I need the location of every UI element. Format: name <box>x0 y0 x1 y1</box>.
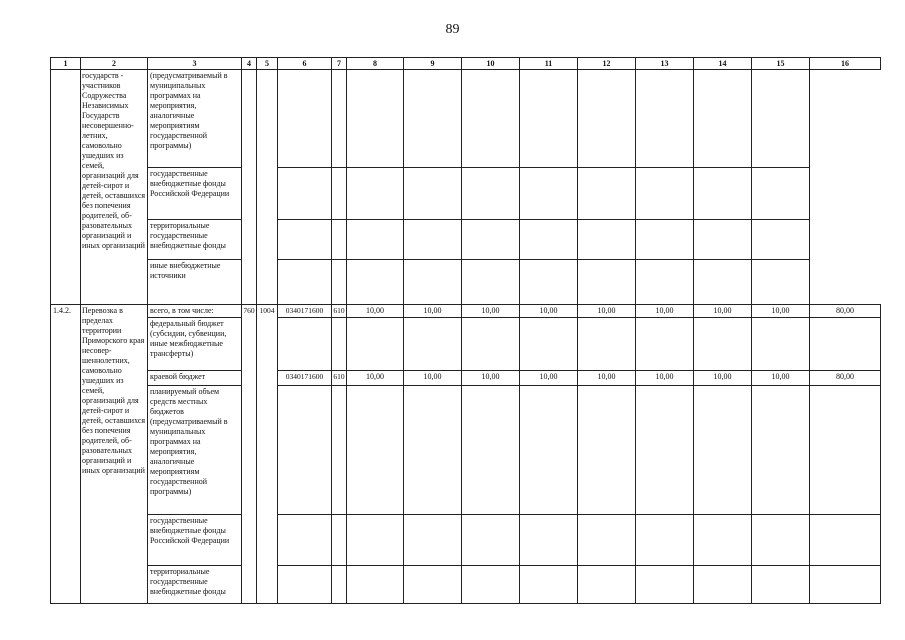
col-header: 7 <box>332 58 347 70</box>
source-label: иные внебюджетные источники <box>148 260 242 305</box>
total-cell: 80,00 <box>810 371 881 386</box>
cell-id <box>51 70 81 305</box>
col-header: 1 <box>51 58 81 70</box>
code-grbs: 760 <box>242 305 257 604</box>
col-header: 15 <box>752 58 810 70</box>
value-cell: 10,00 <box>347 305 404 318</box>
measure-name: Перевозка в пределах территории Приморского края несовер-шеннолетних, самовольно ушедших из семей, организаций для детей-сирот и детей, оставшихся без попечения родителей, об-разовательных организаций и иных организаций <box>81 305 148 604</box>
budget-table <box>50 57 881 604</box>
code-type: 610 <box>332 305 347 318</box>
source-label: государственные внебюджетные фонды Российской Федерации <box>148 168 242 220</box>
value-cell: 10,00 <box>462 371 520 386</box>
code-target: 0340171600 <box>278 371 332 386</box>
value-cell: 10,00 <box>636 371 694 386</box>
value-cell: 10,00 <box>404 371 462 386</box>
col-header: 10 <box>462 58 520 70</box>
value-cell: 10,00 <box>520 371 578 386</box>
page-number: 89 <box>445 22 460 37</box>
source-label: территориальные государственные внебюджетные фонды <box>148 566 242 604</box>
table-row <box>51 305 881 318</box>
value-cell: 10,00 <box>578 371 636 386</box>
col-header: 16 <box>810 58 881 70</box>
measure-name: государств - участников Содружества Независимых Государств несовершенно-летних, самовольно ушедших из семей, организаций для детей-сирот и детей, оставшихся без попечения родителей, об-разовательных организаций и иных организаций <box>81 70 148 305</box>
col-header: 14 <box>694 58 752 70</box>
table-row <box>51 386 881 515</box>
measure-id: 1.4.2. <box>51 305 81 604</box>
col-header: 4 <box>242 58 257 70</box>
source-label: федеральный бюджет (субсидии, субвенции, иные межбюджетные трансферты) <box>148 318 242 371</box>
header-row <box>51 58 881 70</box>
value-cell: 10,00 <box>694 305 752 318</box>
table-row <box>51 220 881 260</box>
value-cell: 10,00 <box>462 305 520 318</box>
code-target: 0340171600 <box>278 305 332 318</box>
table-row <box>51 70 881 168</box>
table-row <box>51 318 881 371</box>
table-row <box>51 566 881 604</box>
col-header: 9 <box>404 58 462 70</box>
source-label: краевой бюджет <box>148 371 242 386</box>
col-header: 13 <box>636 58 694 70</box>
source-label: всего, в том числе: <box>148 305 242 318</box>
total-cell: 80,00 <box>810 305 881 318</box>
value-cell: 10,00 <box>347 371 404 386</box>
source-label: государственные внебюджетные фонды Российской Федерации <box>148 515 242 566</box>
value-cell: 10,00 <box>752 371 810 386</box>
col-header: 12 <box>578 58 636 70</box>
source-label: (предусматриваемый в муниципальных программах на мероприятия, аналогичные мероприятиям государственной программы) <box>148 70 242 168</box>
table-row <box>51 168 881 220</box>
value-cell: 10,00 <box>404 305 462 318</box>
col-header: 11 <box>520 58 578 70</box>
table-row <box>51 515 881 566</box>
value-cell: 10,00 <box>636 305 694 318</box>
code-section: 1004 <box>257 305 278 604</box>
table-row <box>51 260 881 305</box>
source-label: территориальные государственные внебюджетные фонды <box>148 220 242 260</box>
col-header: 6 <box>278 58 332 70</box>
col-header: 3 <box>148 58 242 70</box>
code-type: 610 <box>332 371 347 386</box>
source-label: планируемый объем средств местных бюджетов (предусматриваемый в муниципальных программах на мероприятия, аналогичные мероприятиям государственной программы) <box>148 386 242 515</box>
value-cell: 10,00 <box>694 371 752 386</box>
value-cell: 10,00 <box>752 305 810 318</box>
value-cell: 10,00 <box>578 305 636 318</box>
col-header: 2 <box>81 58 148 70</box>
col-header: 5 <box>257 58 278 70</box>
table-row <box>51 371 881 386</box>
col-header: 8 <box>347 58 404 70</box>
value-cell: 10,00 <box>520 305 578 318</box>
